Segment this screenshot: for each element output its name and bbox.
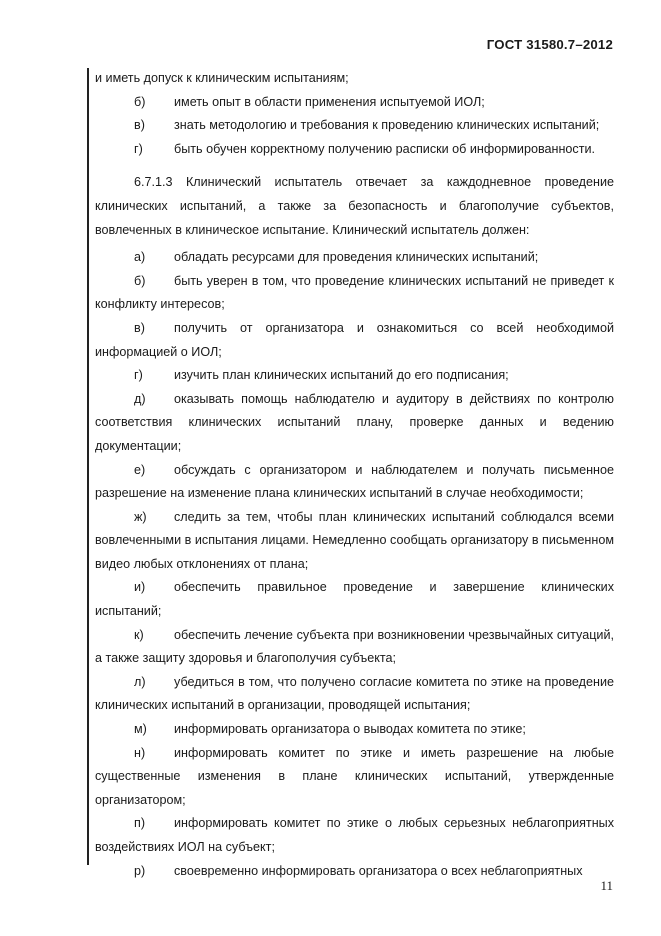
list-item-label: в)	[134, 118, 145, 133]
list-item-label: м)	[134, 722, 147, 737]
list-item-text: изучить план клинических испытаний до его подписания;	[174, 368, 509, 383]
page-number: 11	[600, 878, 613, 893]
list-item-label: г)	[134, 141, 143, 156]
section-intro: 6.7.1.3 Клинический испытатель отвечает за каждодневное проведение клинических испытаний, а также за безопасность и благополучие субъектов, вовлеченных в клиническое испытание. Клинический испытатель должен:	[95, 175, 614, 237]
page-content	[95, 67, 614, 883]
list-item-text: своевременно информировать организатора о всех неблагоприятных	[174, 863, 583, 878]
list-item	[95, 742, 614, 813]
list-item-text: знать методологию и требования к проведению клинических испытаний;	[174, 118, 600, 133]
list-item	[95, 812, 614, 859]
list-item-text: обеспечить правильное проведение и завершение клинических испытаний;	[95, 580, 614, 619]
list-item	[95, 114, 614, 138]
list-item-text: информировать комитет по этике о любых серьезных неблагоприятных воздействиях ИОЛ на субъект;	[95, 816, 614, 854]
list-item-text: обсуждать с организатором и наблюдателем и получать письменное разрешение на изменение плана клинических испытаний в случае необходимости;	[95, 462, 614, 501]
list-item	[95, 270, 614, 317]
list-item	[95, 459, 614, 506]
list-item-text: обладать ресурсами для проведения клинических испытаний;	[174, 250, 539, 265]
list-item-text: информировать комитет по этике и иметь разрешение на любые существенные изменения в плане клинических испытаний, утвержденные организатором;	[95, 745, 614, 807]
list-item	[95, 364, 614, 388]
list-item	[95, 317, 614, 364]
list-item-text: быть уверен в том, что проведение клинических испытаний не приведет к конфликту интересов;	[95, 273, 614, 312]
list-item-label: н)	[134, 745, 146, 760]
list-item-label: д)	[134, 391, 146, 406]
list-item-label: б)	[134, 273, 146, 288]
list-item-text: информировать организатора о выводах комитета по этике;	[174, 722, 526, 737]
list-item-label: г)	[134, 368, 143, 383]
list-item-text: обеспечить лечение субъекта при возникновении чрезвычайных ситуаций, а также защиту здоровья и благополучия субъекта;	[95, 627, 614, 666]
list-item-text: оказывать помощь наблюдателю и аудитору в действиях по контролю соответствия клинических испытаний плану, проверке данных и ведению документации;	[95, 391, 614, 453]
list-item	[95, 624, 614, 671]
revision-bar	[87, 68, 89, 865]
top-list	[95, 91, 614, 162]
list-item-label: р)	[134, 863, 146, 878]
list-item	[95, 506, 614, 577]
list-item-label: л)	[134, 674, 146, 689]
list-item-label: а)	[134, 250, 146, 265]
list-item	[95, 671, 614, 718]
list-item-label: к)	[134, 627, 144, 642]
list-item-text: иметь опыт в области применения испытуемой ИОЛ;	[174, 94, 485, 109]
list-item-text: получить от организатора и ознакомиться со всей необходимой информацией о ИОЛ;	[95, 320, 614, 359]
list-item-text: убедиться в том, что получено согласие комитета по этике на проведение клинических испытаний в организации, проводящей испытания;	[95, 674, 614, 713]
list-item-label: ж)	[134, 509, 147, 524]
list-item	[95, 91, 614, 115]
list-item-label: е)	[134, 462, 146, 477]
list-item	[95, 718, 614, 742]
list-item-label: б)	[134, 94, 146, 109]
list-item	[95, 388, 614, 459]
continuation-line: и иметь допуск к клиническим испытаниям;	[95, 71, 349, 85]
list-item	[95, 138, 614, 162]
list-item	[95, 246, 614, 270]
section-list	[95, 246, 614, 883]
list-item-label: п)	[134, 816, 146, 831]
document-header: ГОСТ 31580.7–2012	[486, 37, 613, 52]
list-item-label: в)	[134, 320, 145, 335]
list-item	[95, 576, 614, 623]
list-item-label: и)	[134, 580, 146, 595]
list-item-text: быть обучен корректному получению расписки об информированности.	[174, 141, 596, 156]
list-item	[95, 860, 614, 884]
list-item-text: следить за тем, чтобы план клинических испытаний соблюдался всеми вовлеченными в испытания лицами. Немедленно сообщать организатору в письменном видео любых отклонениях от плана;	[95, 509, 614, 571]
